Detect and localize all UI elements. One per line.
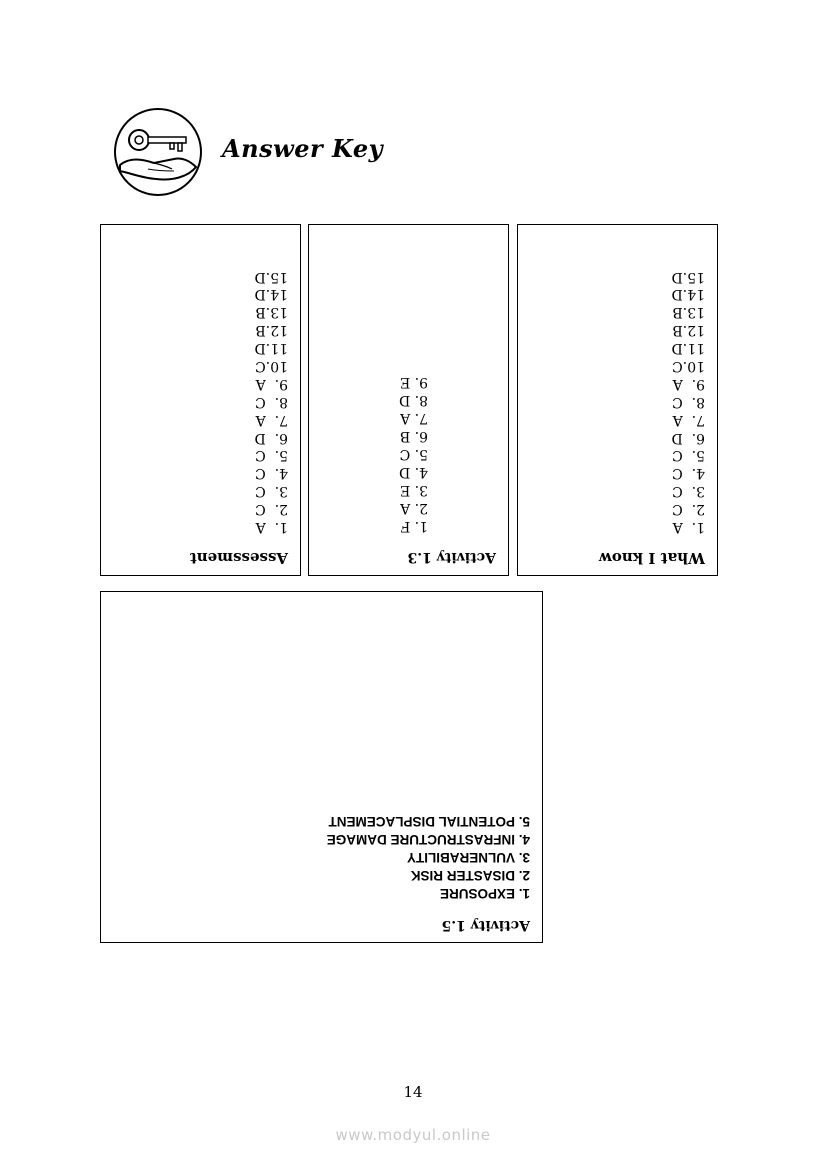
assessment-heading: Assessment <box>189 549 288 567</box>
answer-item: 13.B <box>255 304 288 321</box>
activity-1-3-answers <box>399 373 428 535</box>
answer-item: 2. C <box>672 501 705 518</box>
answer-item: 8. C <box>255 393 288 410</box>
what-i-know-heading: What I know <box>598 549 705 567</box>
answer-item: 2. C <box>255 501 288 518</box>
answer-item: 4. C <box>672 465 705 482</box>
answer-item: 9. E <box>399 374 428 390</box>
answer-item: 2. DISASTER RISK <box>410 868 530 883</box>
answer-item: 4. INFRASTRUCTURE DAMAGE <box>326 832 530 847</box>
assessment-answers <box>255 267 289 535</box>
answer-item: 7. A <box>255 411 288 428</box>
answer-item: 14.D <box>671 286 705 303</box>
activity-1-5-box <box>100 591 543 943</box>
answer-item: 1. EXPOSURE <box>439 886 530 901</box>
watermark: www.modyul.online <box>335 1126 491 1144</box>
answer-item: 6. D <box>254 429 288 446</box>
activity-1-5-answers <box>327 812 530 902</box>
activity-1-5-heading: Activity 1.5 <box>441 917 530 933</box>
answer-item: 12.B <box>255 322 288 339</box>
answer-item: 3. VULNERABILITY <box>406 850 530 865</box>
page-title: Answer Key <box>222 134 384 163</box>
answer-item: 13.B <box>672 304 705 321</box>
answer-item: 2. A <box>400 500 428 516</box>
answer-item: 4. C <box>255 465 288 482</box>
answer-item: 8. C <box>672 393 705 410</box>
activity-1-3-heading: Activity 1.3 <box>407 549 496 565</box>
activity-1-3-box <box>308 224 509 576</box>
what-i-know-box <box>517 224 718 576</box>
answer-item: 1. A <box>672 519 705 535</box>
what-i-know-answers <box>672 267 706 535</box>
answer-item: 10.C <box>255 357 288 374</box>
page-number: 14 <box>403 1083 423 1101</box>
answer-item: 5. POTENTIAL DISPLACEMENT <box>328 814 530 829</box>
answer-item: 11.D <box>254 340 288 357</box>
answer-item: 8. D <box>398 392 428 408</box>
answer-item: 4. D <box>398 464 428 480</box>
answer-item: 6. B <box>399 428 428 444</box>
answer-item: 5. C <box>672 447 705 464</box>
answer-item: 9. A <box>255 375 288 392</box>
answer-item: 1. A <box>255 519 288 535</box>
answer-item: 5. C <box>255 447 288 464</box>
answer-item: 3. C <box>255 483 288 500</box>
answer-item: 10.C <box>672 357 705 374</box>
answer-item: 3. C <box>672 483 705 500</box>
answer-item: 15.D <box>671 268 705 285</box>
assessment-box <box>100 224 301 576</box>
answer-item: 14.D <box>254 286 288 303</box>
answer-item: 11.D <box>671 340 705 357</box>
answer-item: 6. D <box>671 429 705 446</box>
answer-item: 5. C <box>399 446 428 462</box>
answer-item: 3. E <box>399 482 428 498</box>
answer-item: 1. F <box>400 518 428 534</box>
answer-item: 12.B <box>672 322 705 339</box>
answer-item: 7. A <box>672 411 705 428</box>
answer-item: 15.D <box>254 268 288 285</box>
answer-item: 9. A <box>672 375 705 392</box>
key-in-hand-icon <box>112 107 204 197</box>
answer-item: 7. A <box>400 410 428 426</box>
